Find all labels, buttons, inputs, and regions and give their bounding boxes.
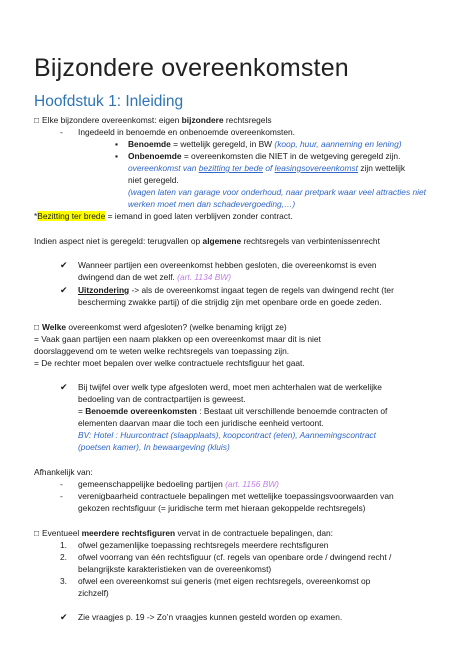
- line-voorrang: ofwel voorrang van één rechtsfiguur (cf. regels van openbare orde / dwingend recht /: [78, 552, 392, 562]
- line-wanneer-partijen: Wanneer partijen een overeenkomst hebben gesloten, die overeenkomst is even: [78, 260, 377, 270]
- check-icon: ✔: [60, 260, 68, 270]
- line-benoemde: Benoemde = wettelijk geregeld, in BW (koop, huur, aanneming en lening): [128, 139, 402, 149]
- line-example-schadevergoeding: werken moet men dan schadevergoeding,…): [128, 199, 296, 209]
- line-onbenoemde: Onbenoemde = overeenkomsten die NIET in de wetgeving geregeld zijn.: [128, 151, 401, 161]
- line-ingedeeld: Ingedeeld in benoemde en onbenoemde overeenkomsten.: [78, 127, 295, 137]
- dash-bullet: -: [60, 479, 63, 489]
- square-bullet: ▪: [115, 151, 118, 161]
- list-number: 3.: [60, 576, 67, 586]
- line-verenigbaarheid: verenigbaarheid contractuele bepalingen met wettelijke toepassingsvoorwaarden van: [78, 491, 394, 501]
- line-elementen: elementen daarvan maar die toch een juridische eenheid vertoont.: [78, 418, 324, 428]
- line-bij-twijfel: Bij twijfel over welk type afgesloten werd, moet men achterhalen wat de werkelijke: [78, 382, 382, 392]
- list-number: 1.: [60, 540, 67, 550]
- line-example-hotel: BV: Hotel : Huurcontract (slaapplaats), koopcontract (eten), Aannemingscontract: [78, 430, 376, 440]
- dash-bullet: -: [60, 127, 63, 137]
- line-gekozen-rechtsfiguur: gekozen rechtsfiguur (= juridische term met hieraan gekoppelde rechtsregels): [78, 503, 366, 513]
- box-bullet: □: [34, 528, 40, 538]
- check-icon: ✔: [60, 612, 68, 622]
- chapter-heading: Hoofdstuk 1: Inleiding: [34, 93, 184, 110]
- line-welke-overeenkomst: Welke overeenkomst werd afgesloten? (welke benaming krijgt ze): [42, 322, 287, 332]
- line-sui-generis: ofwel een overeenkomst sui generis (met eigen rechtsregels, overeenkomst op: [78, 576, 371, 586]
- line-gezamenlijke: ofwel gezamenlijke toepassing rechtsregels meerdere rechtsfiguren: [78, 540, 329, 550]
- line-doorslaggevend: doorslaggevend om te weten welke rechtsregels van toepassing zijn.: [34, 346, 290, 356]
- line-example-garage: (wagen laten van garage voor onderhoud, naar pretpark waar veel attracties niet: [128, 187, 426, 197]
- check-icon: ✔: [60, 382, 68, 392]
- line-benoemde-overeenkomsten: = Benoemde overeenkomsten : Bestaat uit verschillende benoemde contracten of: [78, 406, 388, 416]
- line-zichzelf: zichzelf): [78, 588, 109, 598]
- line-bescherming: bescherming zwakke partij) of die strijdig zijn met openbare orde en goede zeden.: [78, 297, 382, 307]
- line-indien-aspect: Indien aspect niet is geregeld: terugvallen op algemene rechtsregels van verbintenissenrecht: [34, 236, 380, 246]
- check-icon: ✔: [60, 285, 68, 295]
- line-rechter: = De rechter moet bepalen over welke contractuele rechtsfiguur het gaat.: [34, 358, 305, 368]
- dash-bullet: -: [60, 491, 63, 501]
- line-onbenoemde-examples: overeenkomst van bezitting ter bede of leasingsovereenkomst zijn wettelijk: [128, 163, 406, 173]
- line-dwingend: dwingend dan de wet zelf. (art. 1134 BW): [78, 272, 232, 282]
- line-gemeenschappelijke: gemeenschappelijke bedoeling partijen (art. 1156 BW): [78, 479, 279, 489]
- box-bullet: □: [34, 115, 40, 125]
- line-bedoeling: bedoeling van de contractpartijen is geweest.: [78, 394, 246, 404]
- line-bezitting-ter-brede: *Bezitting ter brede = iemand in goed laten verblijven zonder contract.: [34, 211, 293, 221]
- list-number: 2.: [60, 552, 67, 562]
- line-afhankelijk: Afhankelijk van:: [34, 467, 93, 477]
- line-niet-geregeld: niet geregeld.: [128, 175, 179, 185]
- line-example-hotel-cont: (poetsen kamer), In bewaargeving (kluis): [78, 442, 230, 452]
- document-title: Bijzondere overeenkomsten: [34, 54, 349, 82]
- line-belangrijkste: belangrijkste karakteristieken van de overeenkomst): [78, 564, 272, 574]
- line-vaak-gaan: = Vaak gaan partijen een naam plakken op een overeenkomst maar dit is niet: [34, 334, 321, 344]
- line-uitzondering: Uitzondering -> als de overeenkomst ingaat tegen de regels van dwingend recht (ter: [78, 285, 394, 295]
- square-bullet: ▪: [115, 139, 118, 149]
- line-elke-overeenkomst: Elke bijzondere overeenkomst: eigen bijzondere rechtsregels: [42, 115, 272, 125]
- box-bullet: □: [34, 322, 40, 332]
- line-zie-vraagjes: Zie vraagjes p. 19 -> Zo’n vraagjes kunnen gesteld worden op examen.: [78, 612, 343, 622]
- line-eventueel: Eventueel meerdere rechtsfiguren vervat in de contractuele bepalingen, dan:: [42, 528, 333, 538]
